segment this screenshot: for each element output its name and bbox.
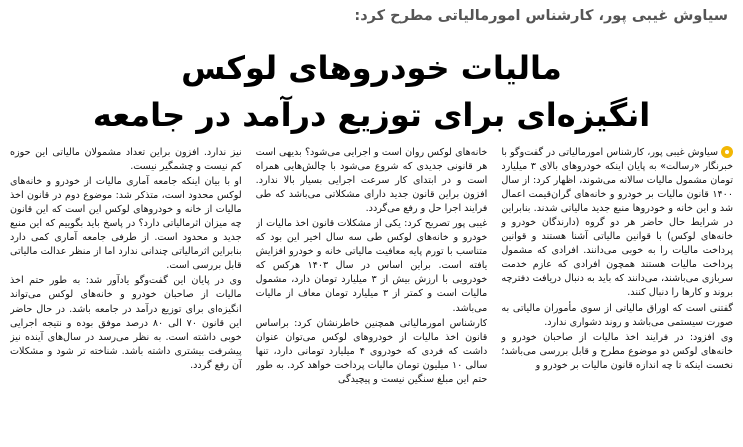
article-columns (10, 146, 733, 443)
paragraph: کارشناس امورمالیاتی همچنین خاطرنشان کرد: براساس قانون اخذ مالیات از خودروهای لوکس می‌توان عنوان داشت که فردی که خودروی ۴ میلیارد تومانی دارد، تنها سالی ۱۰ میلیون تومان مالیات پرداخت خواهد کرد. به طور حتم این مبلغ سنگین نیست و پیچیدگی (255, 317, 488, 385)
paragraph: خانه‌های لوکس روان است و اجرایی می‌شود؟ بدیهی است هر قانونی جدیدی که شروع می‌شود با چالش‌هایی همراه است و در ابتدای کار سرعت اجرایی بسیار بالا ندارد. افزون براین قانون جدید دارای مشکلاتی می‌باشد که طی فرایند اجرا حل و رفع می‌گردد. (255, 147, 488, 215)
yellow-circle-icon (721, 146, 733, 158)
paragraph: او با بیان اینکه جامعه آماری مالیات از خودرو و خانه‌های لوکس محدود است، متذکر شد: موضوع دوم در قانون اخذ مالیات از خانه و خودروهای لوکس این است که این قانون چه میزان اثرمالیاتی دارد؟ در پاسخ باید بگوییم که این منبع جدید و محدود است. از طرفی جامعه آماری کمی دارد بنابراین اثرمالیاتی چندانی ندارد اما از منظر عدالت مالیاتی قابل بررسی است. (9, 176, 242, 272)
article-kicker: سیاوش غیبی پور، کارشناس امورمالیاتی مطرح کرد: (354, 8, 728, 24)
paragraph: وی افزود: در فرایند اخذ مالیات از صاحبان خودرو و خانه‌های لوکس دو موضوع مطرح و قابل بررسی می‌باشد؛ نخست اینکه تا چه اندازه قانون مالیات بر خودرو و (501, 331, 733, 371)
column-1 (501, 146, 733, 443)
paragraph: غیبی پور تصریح کرد: یکی از مشکلات قانون اخذ مالیات از خودرو و خانه‌های لوکس طی سه سال اخیر این بود که متناسب با تورم پایه معافیت مالیاتی خانه و خودرو افزایش یافته است. براین اساس در سال ۱۴۰۳ هرکس که خودرویی با ارزش بیش از ۳ میلیارد تومان دارد، مشمول مالیات است و کمتر از ۳ میلیارد تومان معاف از مالیات می‌باشد. (255, 218, 488, 314)
column-3 (10, 146, 242, 443)
paragraph: وی در پایان این گفت‌وگو یادآور شد: به طور حتم اخذ مالیات از صاحبان خودرو و خانه‌های لوکس می‌تواند انگیزه‌ای برای توزیع درآمد در جامعه باشد. در حال حاضر این قانون ۷۰ الی ۸۰ درصد موفق بوده و نتیجه اجرایی خوبی داشته است. به نظر می‌رسد در سال‌های آینده نیز پیشرفت بیشتری داشته باشد. شناخته تر شود و مشکلات آن رفع گردد. (9, 275, 242, 371)
column-2 (256, 146, 488, 443)
paragraph: نیز ندارد. افزون براین تعداد مشمولان مالیاتی این حوزه کم نیست و چشمگیر نیست. (9, 147, 242, 173)
headline-line-1: مالیات خودروهای لوکس (181, 49, 562, 87)
paragraph (501, 146, 733, 301)
headline-line-2: انگیزه‌ای برای توزیع درآمد در جامعه (92, 96, 651, 134)
paragraph-text: سیاوش غیبی پور، کارشناس امورمالیاتی در گفت‌وگو با خبرنگار «رسالت» به پایان اینکه خودروهای بالای ۳ میلیارد تومان مشمول مالیات سالانه می‌شوند، اظهار کرد: از سال ۱۴۰۰ قانون مالیات بر خودرو و خانه‌های گران‌قیمت اعمال شد و این خانه و خودروها منبع جدید مالیاتی شدند. بنابراین در شرایط حال حاضر هر دو گروه (دارندگان خودرو و خانه‌های لوکس) با قوانین مالیاتی آشنا هستند و قوانین پرداخت مالیات را به خوبی می‌دانند. افرادی که مشمول پرداخت مالیات هستند همچون افرادی که عازم خدمت سربازی می‌باشند، می‌دانند که باید به دنبال دریافت دفترچه بروند و کارها را دنبال کنند. (501, 147, 733, 299)
paragraph: گفتنی است که اوراق مالیاتی از سوی مأموران مالیاتی به صورت سیستمی می‌باشد و روند دشواری ندارد. (501, 302, 733, 328)
